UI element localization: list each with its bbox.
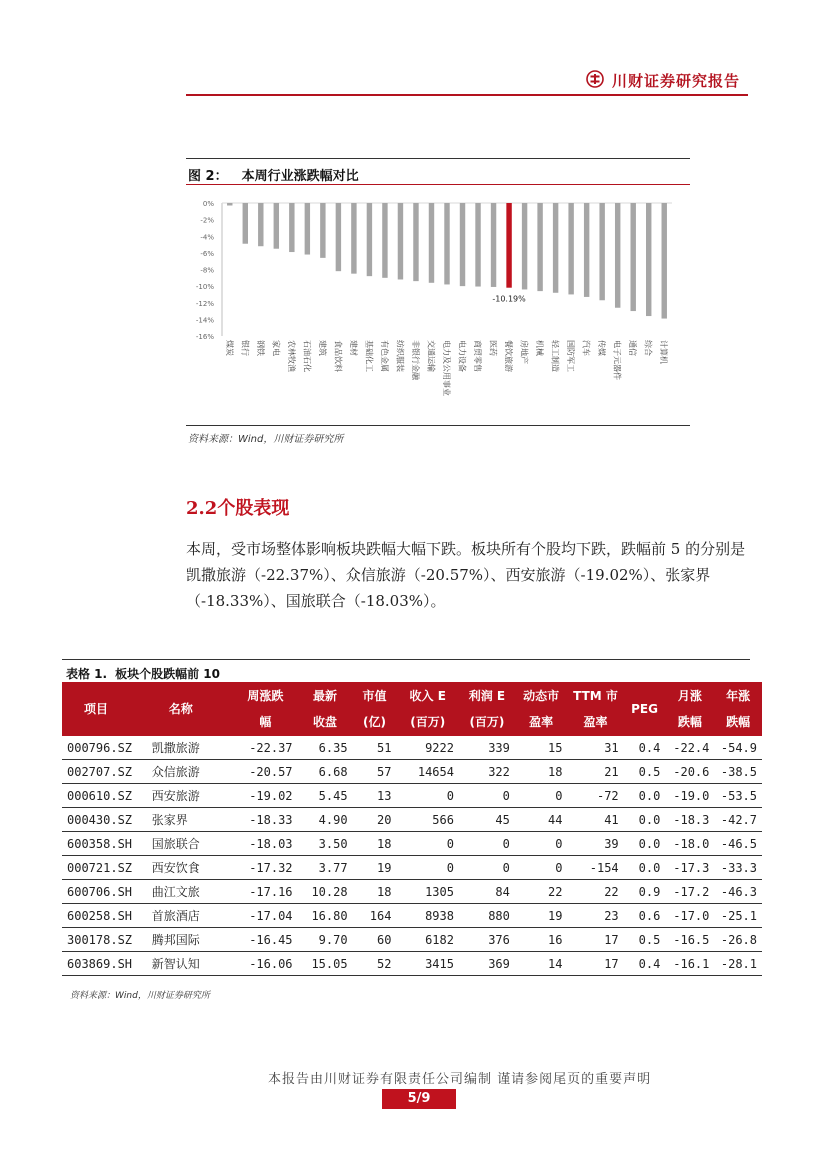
table-cell: 566 (396, 808, 459, 832)
bar (537, 203, 542, 291)
table-cell: 18 (353, 880, 397, 904)
table-cell: 19 (353, 856, 397, 880)
category-label: 电力及公用事业 (442, 340, 451, 396)
stock-code-cell: 300178.SZ (62, 928, 147, 952)
bar (444, 203, 449, 284)
table-cell: 0 (515, 784, 568, 808)
category-label: 食品饮料 (333, 340, 343, 372)
table-cell: -16.45 (233, 928, 297, 952)
bar (630, 203, 635, 311)
table-cell: 0.4 (624, 952, 666, 976)
table-cell: 60 (353, 928, 397, 952)
category-label: 综合 (643, 340, 653, 356)
bar (568, 203, 573, 294)
table-cell: 0.0 (624, 808, 666, 832)
table-header-cell (714, 682, 762, 736)
table-header-cell (515, 682, 568, 736)
table-cell: -16.06 (233, 952, 297, 976)
category-label: 农林牧渔 (286, 340, 296, 372)
bar (429, 203, 434, 283)
category-label: 国防军工 (566, 340, 576, 372)
table-header-label: 最新 (313, 689, 338, 703)
table-header-cell (233, 682, 297, 736)
table-cell: 44 (515, 808, 568, 832)
stock-code-cell: 000430.SZ (62, 808, 147, 832)
table-row (62, 760, 762, 784)
table-cell: 0.0 (624, 784, 666, 808)
table-cell: -17.04 (233, 904, 297, 928)
stock-name-cell: 曲江文旅 (147, 880, 233, 904)
category-label: 钢铁 (255, 340, 265, 356)
table-header-cell (298, 682, 353, 736)
table-cell: 0.5 (624, 760, 666, 784)
table-cell: -18.0 (665, 832, 714, 856)
highlight-data-label: -10.19% (492, 294, 526, 304)
figure-top-rule (186, 158, 690, 159)
table-cell: 0 (396, 784, 459, 808)
stock-name-cell: 西安旅游 (147, 784, 233, 808)
table-cell: 52 (353, 952, 397, 976)
table-cell: 6182 (396, 928, 459, 952)
bar (398, 203, 403, 279)
highlight-bar (506, 203, 511, 288)
table-cell: 39 (567, 832, 623, 856)
y-tick-label: -4% (200, 233, 214, 242)
table-cell: -22.37 (233, 736, 297, 760)
table-cell: 19 (515, 904, 568, 928)
table-header-cell (624, 682, 666, 736)
table-row (62, 784, 762, 808)
table-cell: -38.5 (714, 760, 762, 784)
stock-name-cell: 首旅酒店 (147, 904, 233, 928)
table-row (62, 952, 762, 976)
stock-code-cell: 600706.SH (62, 880, 147, 904)
table-cell: 41 (567, 808, 623, 832)
table-cell: 0 (515, 856, 568, 880)
stock-name-cell: 新智认知 (147, 952, 233, 976)
stock-code-cell: 000796.SZ (62, 736, 147, 760)
table-cell: 369 (459, 952, 515, 976)
table-cell: -19.0 (665, 784, 714, 808)
table-header-label: PEG (631, 702, 658, 716)
table-top-rule (62, 659, 750, 660)
table-cell: 45 (459, 808, 515, 832)
table-cell: -28.1 (714, 952, 762, 976)
stock-code-cell: 000610.SZ (62, 784, 147, 808)
table-cell: 0 (459, 784, 515, 808)
table-row (62, 928, 762, 952)
table-title (66, 665, 220, 682)
table-cell: 339 (459, 736, 515, 760)
table-cell: -17.32 (233, 856, 297, 880)
table-cell: 21 (567, 760, 623, 784)
table-cell: -20.6 (665, 760, 714, 784)
table-cell: 0 (459, 856, 515, 880)
category-label: 非银行金融 (410, 340, 420, 380)
table-cell: 84 (459, 880, 515, 904)
table-cell: 0 (396, 856, 459, 880)
category-label: 商贸零售 (473, 340, 483, 372)
bar (227, 203, 232, 205)
stock-name-cell: 凯撒旅游 (147, 736, 233, 760)
category-label: 建材 (348, 340, 358, 356)
table-cell: 0 (396, 832, 459, 856)
table-cell: 0.4 (624, 736, 666, 760)
table-header-label: TTM 市 (573, 689, 618, 703)
category-label: 家电 (271, 340, 281, 356)
bar (491, 203, 496, 287)
table-cell: -16.5 (665, 928, 714, 952)
table-header-cell (665, 682, 714, 736)
table-header-label: (百万) (410, 715, 446, 729)
stock-name-cell: 国旅联合 (147, 832, 233, 856)
table-header-label: 项目 (84, 702, 109, 716)
bar (475, 203, 480, 287)
y-tick-label: -12% (195, 299, 214, 308)
bar (305, 203, 310, 255)
table-header-row (62, 682, 762, 736)
table-header-cell (62, 682, 147, 736)
stock-code-cell: 603869.SH (62, 952, 147, 976)
table-cell: 0 (515, 832, 568, 856)
table-row (62, 736, 762, 760)
table-cell: 17 (567, 928, 623, 952)
table-cell: -46.3 (714, 880, 762, 904)
table-cell: 10.28 (298, 880, 353, 904)
table-cell: 3.50 (298, 832, 353, 856)
table-header-label: (百万) (469, 715, 505, 729)
category-label: 餐饮旅游 (504, 340, 514, 372)
bar (584, 203, 589, 297)
category-label: 建筑 (317, 340, 327, 356)
y-tick-label: -8% (200, 266, 214, 275)
table-cell: -17.2 (665, 880, 714, 904)
table-cell: 880 (459, 904, 515, 928)
table-cell: -20.57 (233, 760, 297, 784)
table-header-label: 收入 E (409, 689, 446, 703)
bar (413, 203, 418, 281)
table-cell: 322 (459, 760, 515, 784)
y-tick-label: -2% (200, 216, 214, 225)
table-cell: -22.4 (665, 736, 714, 760)
table-row (62, 856, 762, 880)
stock-name-cell: 张家界 (147, 808, 233, 832)
table-cell: 15.05 (298, 952, 353, 976)
table-cell: 16 (515, 928, 568, 952)
table-cell: -18.3 (665, 808, 714, 832)
footer-disclaimer: 本报告由川财证券有限责任公司编制 谨请参阅尾页的重要声明 (268, 1072, 652, 1087)
table-header-cell (459, 682, 515, 736)
table-cell: 14654 (396, 760, 459, 784)
table-cell: -54.9 (714, 736, 762, 760)
table-row (62, 808, 762, 832)
table-cell: -26.8 (714, 928, 762, 952)
table-header-label: 幅 (259, 715, 272, 729)
table-header-cell (567, 682, 623, 736)
stock-code-cell: 000721.SZ (62, 856, 147, 880)
table-header-label: 年涨 (726, 689, 751, 703)
table-cell: 0.5 (624, 928, 666, 952)
table-cell: 3.77 (298, 856, 353, 880)
table-cell: 5.45 (298, 784, 353, 808)
bar (522, 203, 527, 289)
table-header-label: 盈率 (583, 715, 608, 729)
table-cell: -154 (567, 856, 623, 880)
table-header-label: 名称 (168, 702, 193, 716)
bar (258, 203, 263, 246)
figure-title-text: 本周行业涨跌幅对比 (241, 169, 359, 184)
stock-name-cell: 西安饮食 (147, 856, 233, 880)
table-cell: -18.03 (233, 832, 297, 856)
bar (382, 203, 387, 278)
table-header-cell (353, 682, 397, 736)
category-label: 机械 (535, 340, 545, 356)
category-label: 交通运输 (426, 340, 436, 372)
table-source: 资料来源：Wind，川财证券研究所 (70, 991, 210, 1001)
category-label: 传媒 (597, 340, 607, 356)
bar (599, 203, 604, 300)
table-cell: -33.3 (714, 856, 762, 880)
table-cell: 23 (567, 904, 623, 928)
y-tick-label: -10% (195, 283, 214, 292)
table-cell: -72 (567, 784, 623, 808)
table-header-label: 收盘 (313, 715, 338, 729)
table-cell: 1305 (396, 880, 459, 904)
table-cell: 57 (353, 760, 397, 784)
table-cell: -18.33 (233, 808, 297, 832)
table-cell: 0.9 (624, 880, 666, 904)
y-tick-label: -16% (195, 333, 214, 341)
category-label: 计算机 (659, 340, 669, 364)
table-cell: 17 (567, 952, 623, 976)
brand-logo-icon (586, 70, 604, 88)
table-cell: -16.1 (665, 952, 714, 976)
table-header-cell (147, 682, 233, 736)
table-cell: 0 (459, 832, 515, 856)
bar (553, 203, 558, 293)
category-label: 医药 (488, 340, 498, 356)
figure-title (188, 165, 359, 184)
stock-code-cell: 002707.SZ (62, 760, 147, 784)
bar (460, 203, 465, 286)
category-label: 有色金属 (379, 340, 389, 372)
category-label: 电子元器件 (612, 340, 622, 380)
table-header-label: (亿) (363, 715, 386, 729)
y-tick-label: 0% (202, 200, 214, 208)
bar (615, 203, 620, 308)
bar (662, 203, 667, 319)
table-cell: 0.0 (624, 832, 666, 856)
table-cell: -25.1 (714, 904, 762, 928)
table-cell: 22 (567, 880, 623, 904)
category-label: 电力设备 (457, 340, 467, 372)
category-label: 纺织服装 (395, 340, 405, 372)
table-header-label: 跌幅 (677, 715, 702, 729)
table-cell: 4.90 (298, 808, 353, 832)
table-cell: 8938 (396, 904, 459, 928)
table-cell: -17.3 (665, 856, 714, 880)
table-cell: 31 (567, 736, 623, 760)
table-header-label: 周涨跌 (247, 689, 284, 703)
table-cell: 164 (353, 904, 397, 928)
stock-name-cell: 腾邦国际 (147, 928, 233, 952)
figure-source: 资料来源：Wind，川财证券研究所 (188, 434, 344, 445)
table-row (62, 904, 762, 928)
bar (320, 203, 325, 258)
table-cell: 13 (353, 784, 397, 808)
table-cell: 0.6 (624, 904, 666, 928)
category-label: 轻工制造 (550, 340, 560, 372)
figure-bottom-rule (186, 425, 690, 426)
section-paragraph: 本周，受市场整体影响板块跌幅大幅下跌。板块所有个股均下跌，跌幅前 5 的分别是凯撒旅游（-22.37%）、众信旅游（-20.57%）、西安旅游（-19.02%）、张家界（-18.33%）、国旅联合（-18.03%）。 (186, 540, 746, 610)
table-cell: 51 (353, 736, 397, 760)
category-label: 石油石化 (302, 340, 312, 372)
table-header-label: 月涨 (677, 689, 702, 703)
table-header-label: 动态市 (523, 689, 560, 703)
bar (646, 203, 651, 316)
table-cell: 0.0 (624, 856, 666, 880)
header-divider (186, 94, 748, 96)
table-title-text: 板块个股跌幅前 10 (115, 667, 220, 681)
table-cell: 16.80 (298, 904, 353, 928)
header-brand: 川财证券研究报告 (612, 72, 741, 90)
table-cell: 20 (353, 808, 397, 832)
stock-table (62, 682, 762, 976)
table-cell: -17.16 (233, 880, 297, 904)
table-header-label: 跌幅 (726, 715, 751, 729)
y-tick-label: -14% (195, 316, 214, 325)
category-label: 银行 (240, 340, 250, 356)
section-title: 2.2个股表现 (186, 498, 290, 519)
table-cell: 6.68 (298, 760, 353, 784)
table-header-label: 盈率 (529, 715, 554, 729)
table-cell: 9222 (396, 736, 459, 760)
table-cell: 9.70 (298, 928, 353, 952)
table-cell: 22 (515, 880, 568, 904)
table-row (62, 832, 762, 856)
table-cell: -53.5 (714, 784, 762, 808)
table-cell: 18 (515, 760, 568, 784)
category-label: 汽车 (581, 340, 591, 356)
category-label: 基础化工 (364, 340, 374, 372)
stock-code-cell: 600258.SH (62, 904, 147, 928)
bar (243, 203, 248, 244)
table-cell: -19.02 (233, 784, 297, 808)
table-body (62, 736, 762, 976)
bar (367, 203, 372, 276)
category-label: 通信 (628, 340, 638, 356)
bar (351, 203, 356, 274)
table-header-cell (396, 682, 459, 736)
table-cell: 15 (515, 736, 568, 760)
table-cell: 376 (459, 928, 515, 952)
category-label: 房地产 (519, 340, 529, 364)
table-cell: 3415 (396, 952, 459, 976)
table-cell: -46.5 (714, 832, 762, 856)
figure-number: 图 2： (188, 169, 228, 184)
figure-title-rule (186, 184, 690, 185)
table-cell: 6.35 (298, 736, 353, 760)
table-cell: -17.0 (665, 904, 714, 928)
page-number: 5/9 (382, 1089, 456, 1109)
table-number: 表格 1. (66, 667, 108, 681)
bar (336, 203, 341, 271)
stock-code-cell: 600358.SH (62, 832, 147, 856)
category-label: 煤炭 (224, 340, 234, 356)
table-header-label: 市值 (362, 689, 387, 703)
table-cell: 18 (353, 832, 397, 856)
table-cell: -42.7 (714, 808, 762, 832)
bar (289, 203, 294, 252)
stock-name-cell: 众信旅游 (147, 760, 233, 784)
table-row (62, 880, 762, 904)
y-tick-label: -6% (200, 249, 214, 258)
table-header-label: 利润 E (468, 689, 506, 703)
bar (274, 203, 279, 249)
table-cell: 14 (515, 952, 568, 976)
industry-change-chart (186, 190, 690, 420)
